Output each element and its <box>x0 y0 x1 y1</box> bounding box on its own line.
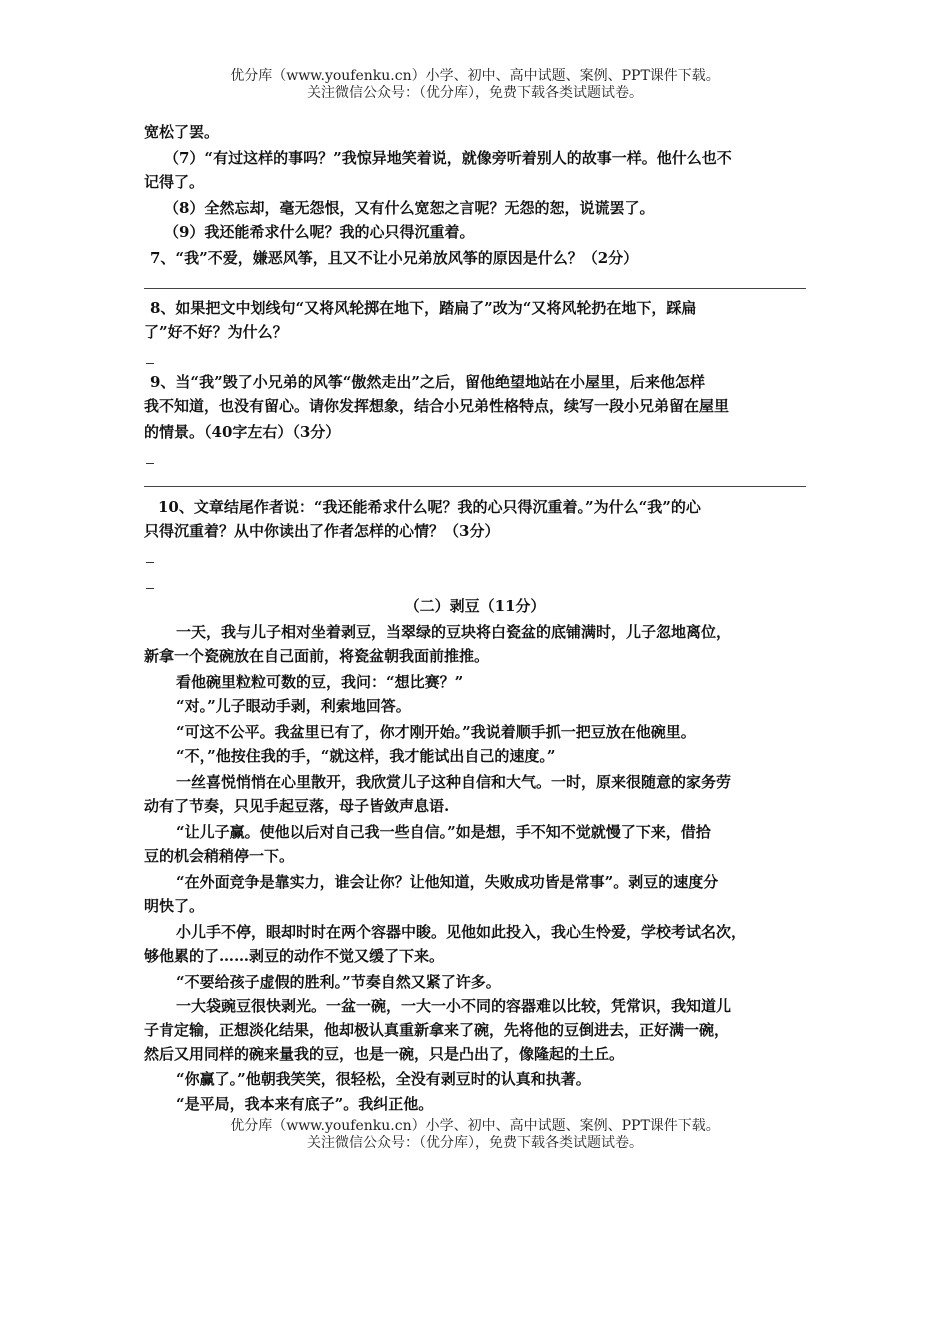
footer-line-1: 优分库（www.youfenku.cn）小学、初中、高中试题、案例、PPT课件下载。 <box>230 1118 720 1134</box>
question-9-line-2: 我不知道，也没有留心。请你发挥想象，结合小兄弟性格特点，续写一段小兄弟留在屋里 <box>144 397 730 415</box>
question-8-line-1: 8、如果把文中划线句“又将风轮掷在地下，踏扁了”改为“又将风轮扔在地下，踩扁 <box>150 299 697 317</box>
page-header <box>0 68 950 102</box>
header-line-1: 优分库（www.youfenku.cn）小学、初中、高中试题、案例、PPT课件下载。 <box>230 68 720 84</box>
passage-line: 明快了。 <box>144 897 205 915</box>
passage-line: 一大袋豌豆很快剥光。一盆一碗，一大一小不同的容器难以比较，凭常识，我知道儿 <box>176 997 732 1015</box>
passage-line: 一天，我与儿子相对坐着剥豆，当翠绿的豆块将白瓷盆的底铺满时，儿子忽地离位， <box>176 623 732 641</box>
passage-line: “是平局，我本来有底子”。我纠正他。 <box>176 1095 434 1113</box>
page-footer <box>0 1118 950 1152</box>
passage-line: 动有了节奏，只见手起豆落，母子皆敛声息语. <box>144 797 450 815</box>
answer-blank <box>146 463 154 464</box>
passage-line: 子肯定输，正想淡化结果，他却极认真重新拿来了碗，先将他的豆倒进去，正好满一碗， <box>144 1021 730 1039</box>
answer-blank <box>146 363 154 364</box>
section-title: （二）剥豆（11分） <box>404 597 546 615</box>
passage-line: “可这不公平。我盆里已有了，你才刚开始。”我说着顺手抓一把豆放在他碗里。 <box>176 723 696 741</box>
passage-line: “在外面竞争是靠实力，谁会让你？让他知道，失败成功皆是常事”。剥豆的速度分 <box>176 873 719 891</box>
question-10-line-2: 只得沉重着？从中你读出了作者怎样的心情？（3分） <box>144 522 500 540</box>
passage-line: “不要给孩子虚假的胜利。”节奏自然又紧了许多。 <box>176 973 501 991</box>
passage-line: “对。”儿子眼动手剥，利索地回答。 <box>176 697 411 715</box>
intro-line: （8）全然忘却，毫无怨恨，又有什么宽恕之言呢？无怨的恕，说谎罢了。 <box>164 199 655 217</box>
passage-line: “不，”他按住我的手，“就这样，我才能试出自己的速度。” <box>176 747 556 765</box>
question-7: 7、“我”不爱，嫌恶风筝，且又不让小兄弟放风筝的原因是什么？（2分） <box>150 249 639 267</box>
intro-line: （9）我还能希求什么呢？我的心只得沉重着。 <box>164 223 475 241</box>
question-9-line-1: 9、当“我”毁了小兄弟的风筝“傲然走出”之后，留他绝望地站在小屋里，后来他怎样 <box>150 373 705 391</box>
answer-blank <box>146 588 154 589</box>
passage-line: 够他累的了……剥豆的动作不觉又缓了下来。 <box>144 947 445 965</box>
passage-line: 小儿手不停，眼却时时在两个容器中睃。见他如此投入，我心生怜爱，学校考试名次， <box>176 923 747 941</box>
passage-line: 然后又用同样的碗来量我的豆，也是一碗，只是凸出了，像隆起的土丘。 <box>144 1045 625 1063</box>
footer-line-2: 关注微信公众号：（优分库），免费下载各类试题试卷。 <box>307 1135 643 1151</box>
answer-line <box>144 288 806 289</box>
answer-line <box>144 486 806 487</box>
question-9-line-3: 的情景。（40字左右）（3分） <box>144 423 341 441</box>
passage-line: 新拿一个瓷碗放在自己面前，将瓷盆朝我面前推推。 <box>144 647 490 665</box>
passage-line: 一丝喜悦悄悄在心里散开，我欣赏儿子这种自信和大气。一时，原来很随意的家务劳 <box>176 773 732 791</box>
passage-line: “你赢了。”他朝我笑笑，很轻松，全没有剥豆时的认真和执著。 <box>176 1070 591 1088</box>
passage-line: 豆的机会稍稍停一下。 <box>144 847 295 865</box>
header-line-2: 关注微信公众号：（优分库），免费下载各类试题试卷。 <box>307 85 643 101</box>
intro-line: （7）“有过这样的事吗？”我惊异地笑着说，就像旁听着别人的故事一样。他什么也不 <box>164 149 732 167</box>
question-10-line-1: 10、文章结尾作者说：“我还能希求什么呢？我的心只得沉重着。”为什么“我”的心 <box>158 498 701 516</box>
answer-blank <box>146 562 154 563</box>
passage-line: “让儿子赢。使他以后对自己我一些自信。”如是想，手不知不觉就慢了下来，借拾 <box>176 823 711 841</box>
question-8-line-2: 了”好不好？为什么？ <box>144 323 288 341</box>
intro-line: 宽松了罢。 <box>144 123 220 141</box>
passage-line: 看他碗里粒粒可数的豆，我问：“想比赛？” <box>176 673 464 691</box>
intro-line: 记得了。 <box>144 173 205 191</box>
